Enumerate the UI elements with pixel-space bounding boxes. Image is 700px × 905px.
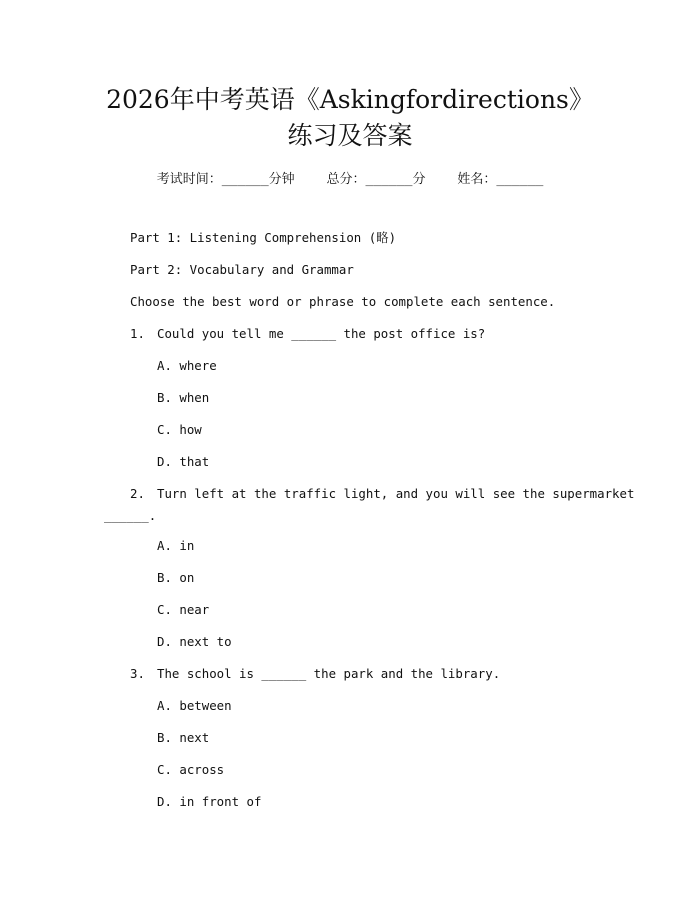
part1-heading: Part 1: Listening Comprehension (略)	[130, 230, 397, 245]
question-3-option-d: D. in front of	[157, 794, 262, 809]
document-title-line2: 练习及答案	[287, 121, 413, 150]
question-1-option-c: C. how	[157, 422, 202, 437]
instruction-text: Choose the best word or phrase to complete each sentence.	[130, 294, 556, 309]
exam-time: 考试时间：______分钟	[156, 172, 295, 187]
part2-heading: Part 2: Vocabulary and Grammar	[130, 262, 354, 277]
question-2-text-continued: ______.	[104, 508, 157, 523]
question-2-option-a: A. in	[157, 538, 195, 553]
exam-meta-row	[0, 168, 700, 187]
question-3-text: The school is ______ the park and the library.	[157, 666, 501, 681]
exam-name: 姓名：______	[457, 172, 544, 187]
question-1-option-a: A. where	[157, 358, 217, 373]
question-1-number: 1.	[130, 326, 145, 341]
question-3-option-c: C. across	[157, 762, 225, 777]
question-2-option-b: B. on	[157, 570, 195, 585]
question-2-text: Turn left at the traffic light, and you will see the supermarket	[157, 486, 635, 501]
exam-score: 总分：______分	[326, 172, 426, 187]
question-2-option-d: D. next to	[157, 634, 232, 649]
question-2-number: 2.	[130, 486, 145, 501]
question-3-option-b: B. next	[157, 730, 210, 745]
document-title-line1: 2026年中考英语《Askingfordirections》	[106, 85, 594, 114]
question-3-number: 3.	[130, 666, 145, 681]
question-1-option-d: D. that	[157, 454, 210, 469]
question-2-option-c: C. near	[157, 602, 210, 617]
question-1-option-b: B. when	[157, 390, 210, 405]
question-1-text: Could you tell me ______ the post office is?	[157, 326, 486, 341]
question-3-option-a: A. between	[157, 698, 232, 713]
